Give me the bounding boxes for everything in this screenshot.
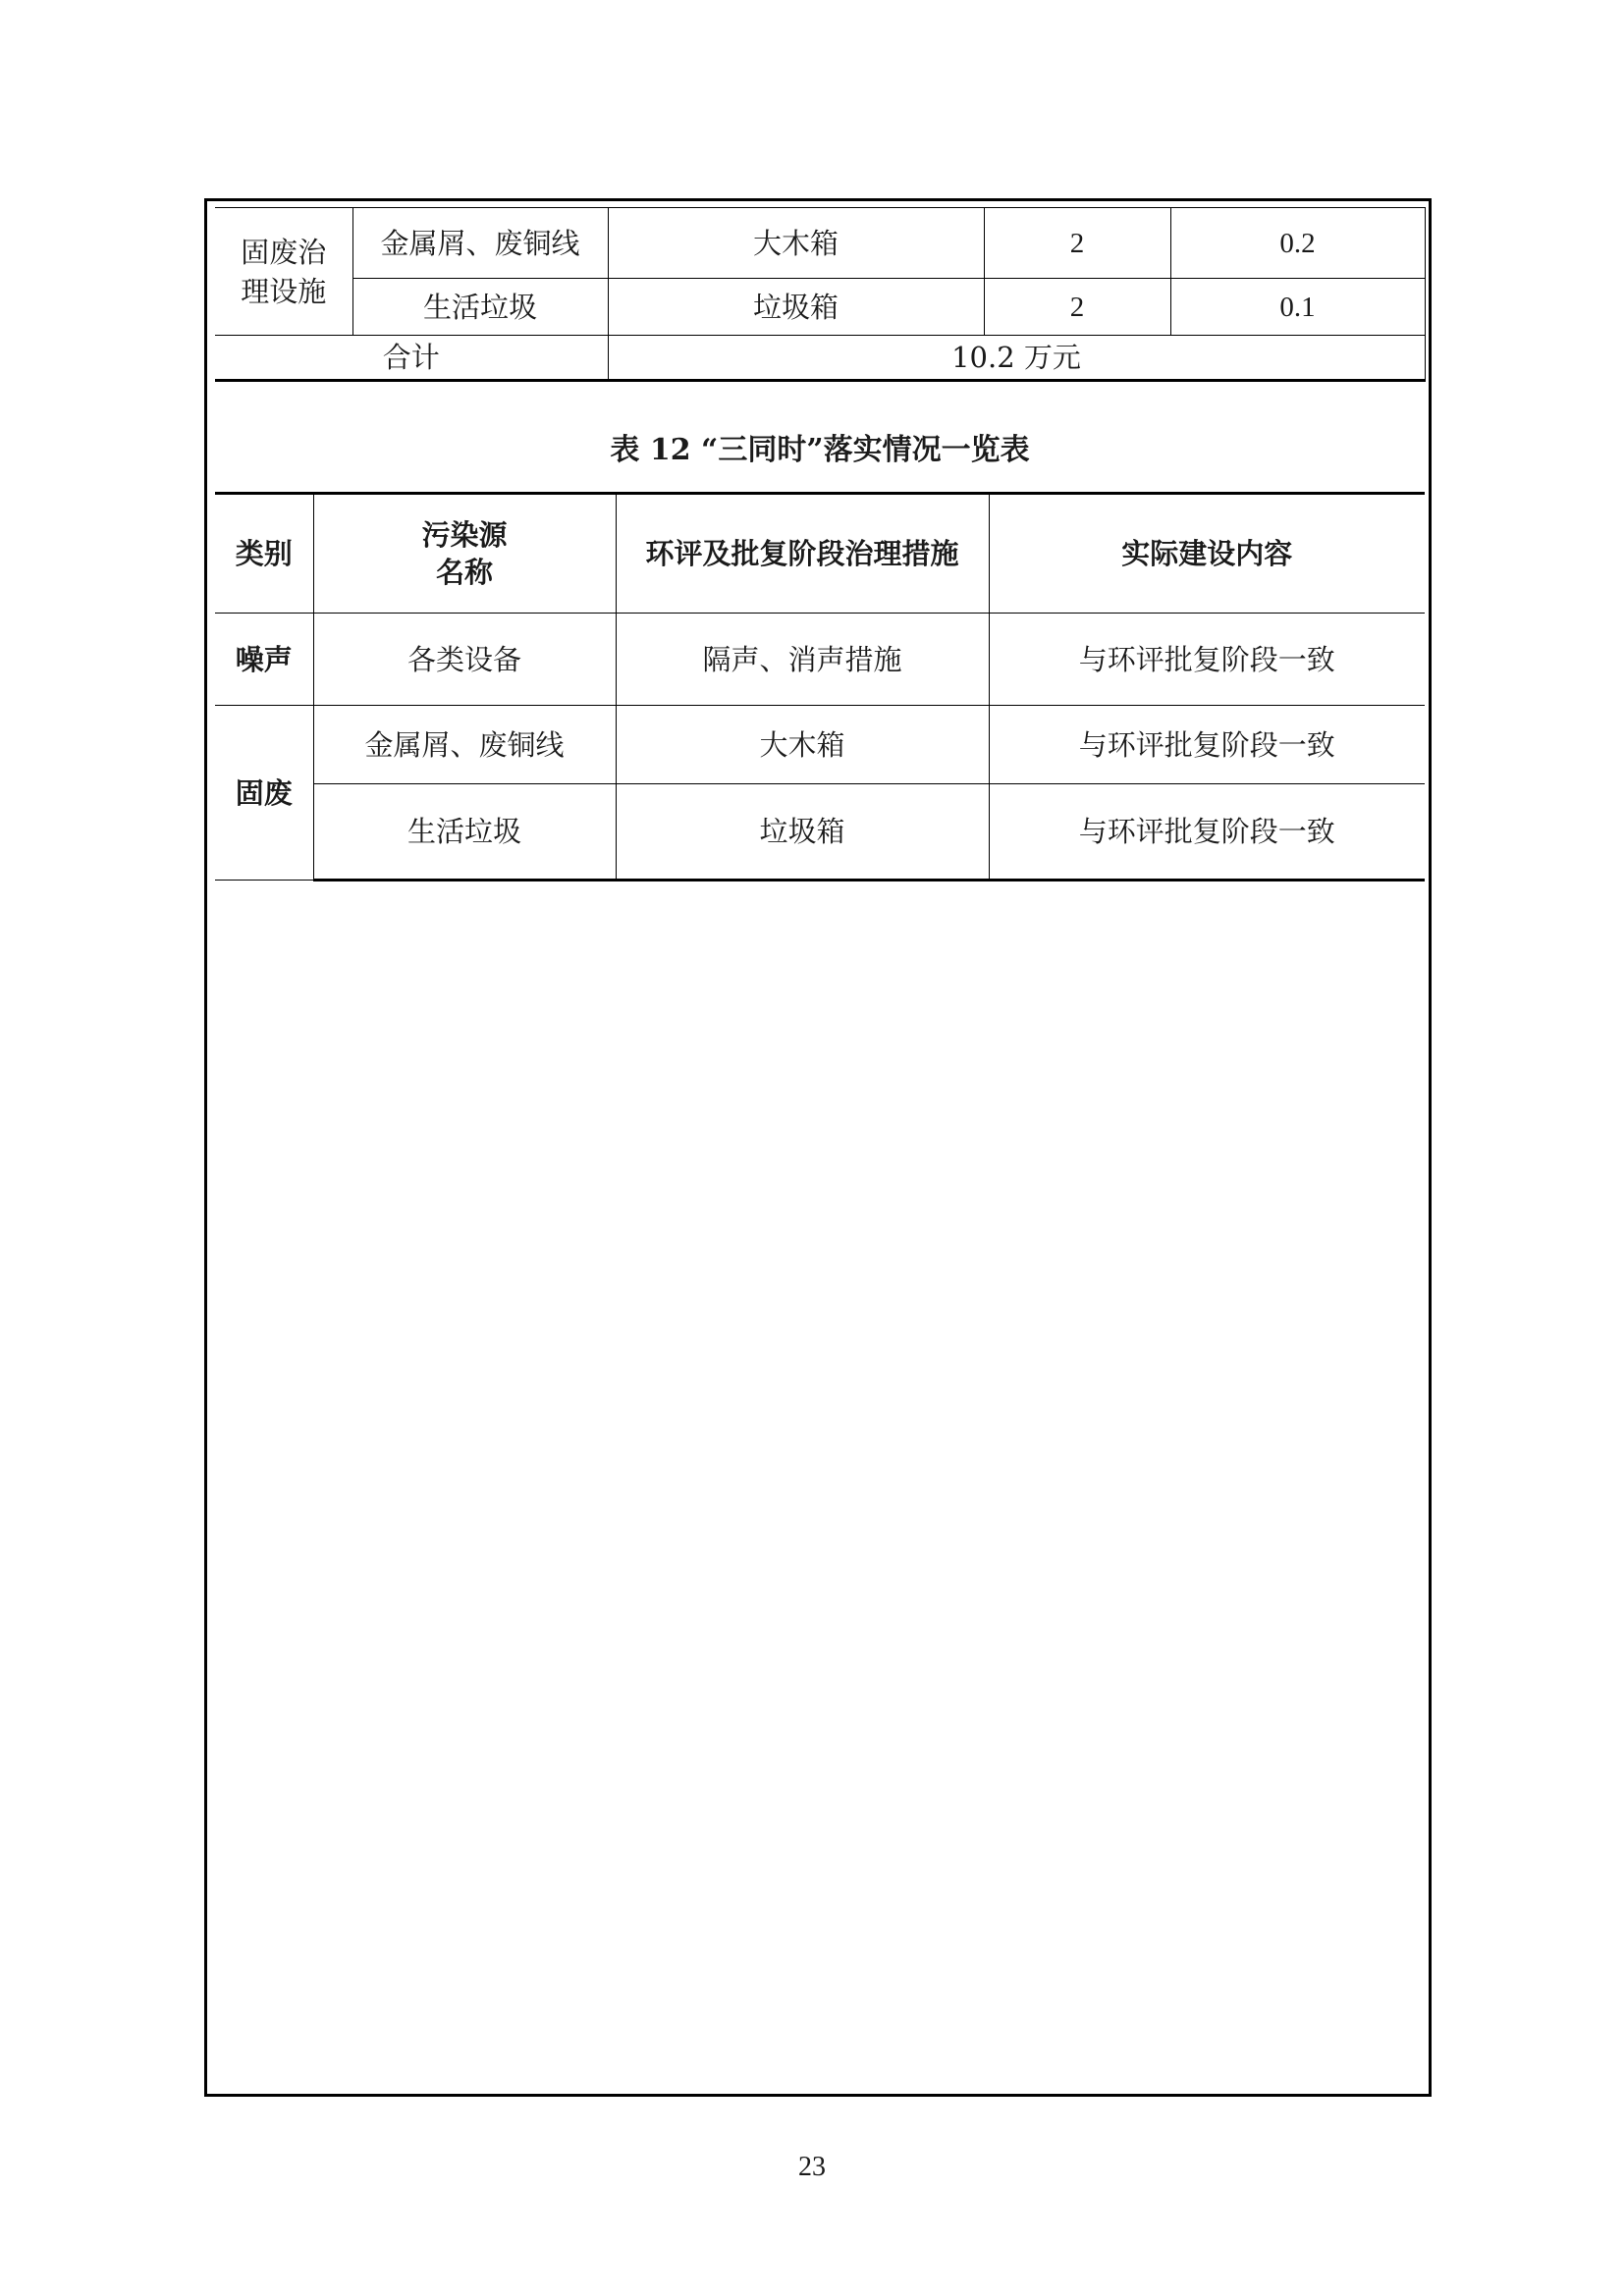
measure-cell: 垃圾箱 bbox=[608, 279, 984, 336]
total-label: 合计 bbox=[215, 336, 608, 381]
count-cell: 2 bbox=[984, 208, 1170, 279]
page-number: 23 bbox=[798, 2152, 826, 2182]
three-simultaneous-table bbox=[215, 492, 1425, 881]
measure-cell: 大木箱 bbox=[616, 706, 989, 784]
facility-cost-table bbox=[215, 207, 1426, 382]
measure-cell: 大木箱 bbox=[608, 208, 984, 279]
group-label: 固废治理设施 bbox=[241, 235, 327, 308]
count-cell: 2 bbox=[984, 279, 1170, 336]
table-row bbox=[215, 614, 1425, 706]
category-cell: 噪声 bbox=[215, 614, 313, 706]
measure-cell: 隔声、消声措施 bbox=[616, 614, 989, 706]
table-row bbox=[215, 208, 1425, 279]
total-row bbox=[215, 336, 1425, 381]
actual-cell: 与环评批复阶段一致 bbox=[989, 614, 1425, 706]
table-caption: 表 12 “三同时”落实情况一览表 bbox=[610, 433, 1030, 467]
actual-cell: 与环评批复阶段一致 bbox=[989, 706, 1425, 784]
header-measure: 环评及批复阶段治理措施 bbox=[616, 494, 989, 614]
item-cell: 生活垃圾 bbox=[352, 279, 608, 336]
item-cell: 金属屑、废铜线 bbox=[352, 208, 608, 279]
source-cell: 金属屑、废铜线 bbox=[313, 706, 616, 784]
total-value: 10.2 万元 bbox=[608, 336, 1425, 381]
table-row bbox=[215, 784, 1425, 881]
group-label-cell bbox=[215, 208, 352, 336]
category-cell: 固废 bbox=[215, 706, 313, 881]
source-cell: 生活垃圾 bbox=[313, 784, 616, 881]
table-row bbox=[215, 706, 1425, 784]
cost-cell: 0.2 bbox=[1170, 208, 1425, 279]
measure-cell: 垃圾箱 bbox=[616, 784, 989, 881]
header-row bbox=[215, 494, 1425, 614]
header-source bbox=[313, 494, 616, 614]
header-source-line1: 污染源 bbox=[421, 518, 508, 552]
table-row bbox=[215, 279, 1425, 336]
page-frame bbox=[204, 198, 1432, 2097]
header-actual: 实际建设内容 bbox=[989, 494, 1425, 614]
header-category: 类别 bbox=[215, 494, 313, 614]
source-cell: 各类设备 bbox=[313, 614, 616, 706]
cost-cell: 0.1 bbox=[1170, 279, 1425, 336]
header-source-line2: 名称 bbox=[435, 556, 493, 589]
actual-cell: 与环评批复阶段一致 bbox=[989, 784, 1425, 881]
